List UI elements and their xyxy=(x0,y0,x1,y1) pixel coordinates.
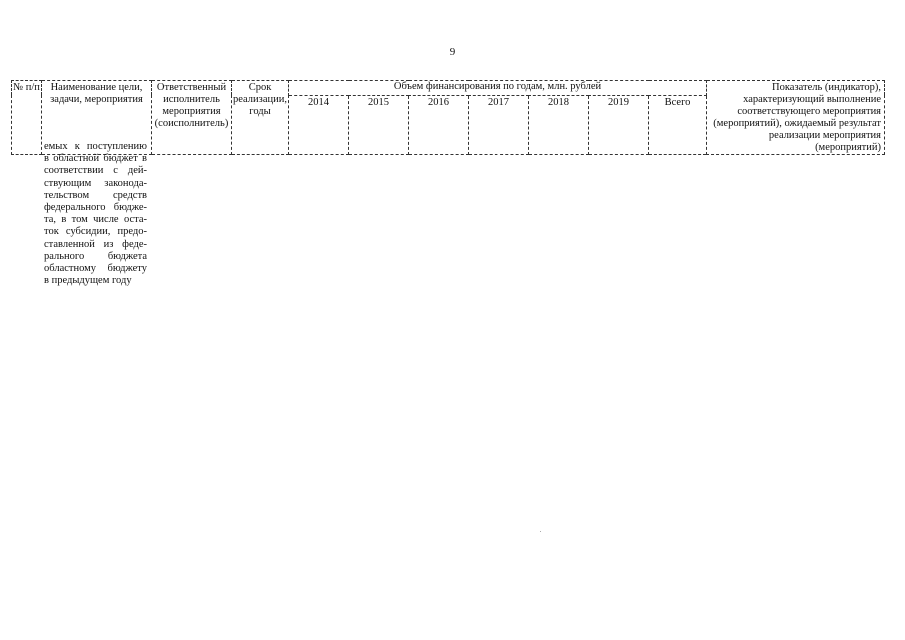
text-line: ставленной из феде- xyxy=(44,238,147,250)
header-total: Всего xyxy=(649,95,707,154)
text-line: федерального бюдже- xyxy=(44,202,147,214)
scan-speck xyxy=(540,531,541,532)
header-year-2016: 2016 xyxy=(409,95,469,154)
header-year-2015: 2015 xyxy=(349,95,409,154)
page-number: 9 xyxy=(449,46,456,58)
header-responsible: Ответственный исполнитель мероприятия (соисполнитель) xyxy=(152,81,232,155)
text-line: соответствии с дей- xyxy=(44,165,147,177)
header-indicator: Показатель (индикатор), характеризующий выполнение соответствующего мероприятия (мероприятий), ожидаемый результат реализации мероприятия (мероприятий) xyxy=(707,81,885,155)
header-year-2017: 2017 xyxy=(469,95,529,154)
text-line: емых к поступлению xyxy=(44,141,147,152)
header-name: Наименование цели, задачи, мероприятия xyxy=(42,81,152,155)
text-line: рального бюджета xyxy=(44,250,147,262)
continuation-text xyxy=(44,141,147,287)
text-line: в предыдущем году xyxy=(44,275,132,287)
text-line: ствующим законода- xyxy=(44,177,147,189)
header-funding: Объем финансирования по годам, млн. рублей xyxy=(289,81,707,96)
text-line: областному бюджету xyxy=(44,263,147,275)
text-line: та, в том числе оста- xyxy=(44,214,147,226)
text-line: тельством средств xyxy=(44,189,147,201)
text-line: ток субсидии, предо- xyxy=(44,226,147,238)
scan-speck xyxy=(497,154,498,155)
header-year-2014: 2014 xyxy=(289,95,349,154)
header-year-2018: 2018 xyxy=(529,95,589,154)
header-year-2019: 2019 xyxy=(589,95,649,154)
header-term: Срок реализации, годы xyxy=(232,81,289,155)
text-line: в областной бюджет в xyxy=(44,153,147,165)
header-number: № п/п xyxy=(12,81,42,155)
